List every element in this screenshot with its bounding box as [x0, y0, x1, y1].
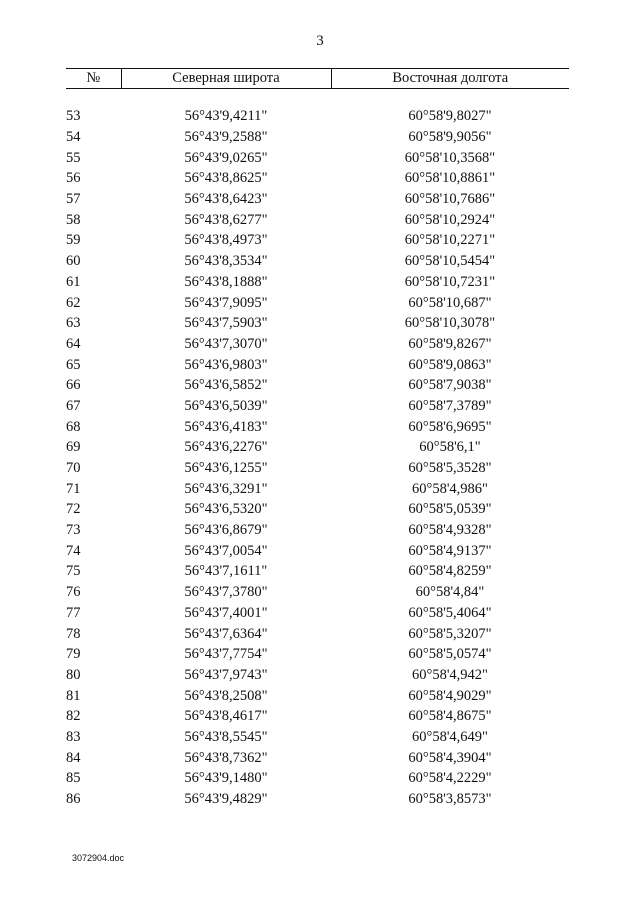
table-row — [66, 230, 569, 251]
point-number: 79 — [66, 646, 81, 663]
point-number: 61 — [66, 273, 81, 290]
point-number: 58 — [66, 211, 81, 228]
latitude-cell: 56°43'7,9743" — [184, 666, 268, 683]
column-header-number: № — [66, 69, 121, 89]
latitude-cell: 56°43'7,1611" — [184, 563, 268, 580]
longitude-cell: 60°58'3,8573" — [408, 791, 492, 808]
point-number: 64 — [66, 335, 81, 352]
latitude-cell: 56°43'8,3534" — [184, 253, 268, 270]
table-row — [66, 396, 569, 417]
latitude-cell: 56°43'8,4617" — [184, 708, 268, 725]
column-header-latitude: Северная широта — [121, 69, 331, 89]
table-row — [66, 272, 569, 293]
longitude-cell: 60°58'9,0863" — [408, 356, 492, 373]
latitude-cell: 56°43'7,5903" — [184, 315, 268, 332]
latitude-cell: 56°43'8,1888" — [184, 273, 268, 290]
table-row — [66, 789, 569, 810]
point-number: 69 — [66, 439, 81, 456]
point-number: 82 — [66, 708, 81, 725]
longitude-cell: 60°58'4,649" — [412, 728, 488, 745]
header-spacer — [66, 89, 569, 107]
table-row — [66, 168, 569, 189]
longitude-cell: 60°58'5,3207" — [408, 625, 492, 642]
point-number: 76 — [66, 584, 81, 601]
point-number: 59 — [66, 232, 81, 249]
table-row — [66, 292, 569, 313]
table-row — [66, 251, 569, 272]
table-row — [66, 458, 569, 479]
longitude-cell: 60°58'10,3078" — [404, 315, 496, 332]
longitude-cell: 60°58'5,4064" — [408, 604, 492, 621]
point-number: 65 — [66, 356, 81, 373]
table-row — [66, 561, 569, 582]
latitude-cell: 56°43'6,8679" — [184, 522, 268, 539]
point-number: 75 — [66, 563, 81, 580]
point-number: 63 — [66, 315, 81, 332]
table-row — [66, 375, 569, 396]
latitude-cell: 56°43'7,3780" — [184, 584, 268, 601]
table-row — [66, 685, 569, 706]
longitude-cell: 60°58'9,8267" — [408, 335, 492, 352]
longitude-cell: 60°58'4,8259" — [408, 563, 492, 580]
table-body — [66, 89, 569, 810]
table-row — [66, 623, 569, 644]
latitude-cell: 56°43'9,2588" — [184, 129, 268, 146]
point-number: 53 — [66, 108, 81, 125]
point-number: 66 — [66, 377, 81, 394]
longitude-cell: 60°58'4,3904" — [408, 749, 492, 766]
table-row — [66, 209, 569, 230]
latitude-cell: 56°43'8,4973" — [184, 232, 268, 249]
point-number: 83 — [66, 728, 81, 745]
point-number: 60 — [66, 253, 81, 270]
table-row — [66, 644, 569, 665]
latitude-cell: 56°43'8,6423" — [184, 191, 268, 208]
longitude-cell: 60°58'10,687" — [408, 294, 492, 311]
longitude-cell: 60°58'5,0539" — [408, 501, 492, 518]
latitude-cell: 56°43'8,8625" — [184, 170, 268, 187]
point-number: 80 — [66, 666, 81, 683]
table-row — [66, 768, 569, 789]
latitude-cell: 56°43'7,0054" — [184, 542, 268, 559]
table-row — [66, 334, 569, 355]
latitude-cell: 56°43'6,5852" — [184, 377, 268, 394]
table-row — [66, 106, 569, 127]
point-number: 55 — [66, 149, 81, 166]
latitude-cell: 56°43'8,2508" — [184, 687, 268, 704]
latitude-cell: 56°43'8,6277" — [184, 211, 268, 228]
longitude-cell: 60°58'4,9029" — [408, 687, 492, 704]
point-number: 57 — [66, 191, 81, 208]
longitude-cell: 60°58'10,2271" — [404, 232, 496, 249]
longitude-cell: 60°58'9,8027" — [408, 108, 492, 125]
longitude-cell: 60°58'10,8861" — [404, 170, 496, 187]
latitude-cell: 56°43'7,6364" — [184, 625, 268, 642]
point-number: 70 — [66, 460, 81, 477]
point-number: 86 — [66, 791, 81, 808]
latitude-cell: 56°43'7,3070" — [184, 335, 268, 352]
point-number: 84 — [66, 749, 81, 766]
longitude-cell: 60°58'10,5454" — [404, 253, 496, 270]
longitude-cell: 60°58'9,9056" — [408, 129, 492, 146]
table-row — [66, 603, 569, 624]
latitude-cell: 56°43'6,4183" — [184, 418, 268, 435]
table-row — [66, 478, 569, 499]
point-number: 71 — [66, 480, 81, 497]
latitude-cell: 56°43'8,5545" — [184, 728, 268, 745]
table-row — [66, 665, 569, 686]
table-row — [66, 127, 569, 148]
point-number: 74 — [66, 542, 81, 559]
longitude-cell: 60°58'10,7686" — [404, 191, 496, 208]
latitude-cell: 56°43'8,7362" — [184, 749, 268, 766]
latitude-cell: 56°43'7,7754" — [184, 646, 268, 663]
latitude-cell: 56°43'6,3291" — [184, 480, 268, 497]
table-row — [66, 354, 569, 375]
longitude-cell: 60°58'5,3528" — [408, 460, 492, 477]
longitude-cell: 60°58'4,942" — [412, 666, 488, 683]
table-row — [66, 437, 569, 458]
latitude-cell: 56°43'9,4211" — [184, 108, 268, 125]
latitude-cell: 56°43'7,9095" — [184, 294, 268, 311]
longitude-cell: 60°58'4,9328" — [408, 522, 492, 539]
longitude-cell: 60°58'10,2924" — [404, 211, 496, 228]
longitude-cell: 60°58'4,84" — [415, 584, 485, 601]
longitude-cell: 60°58'6,1" — [419, 439, 481, 456]
point-number: 54 — [66, 129, 81, 146]
latitude-cell: 56°43'9,1480" — [184, 770, 268, 787]
table-row — [66, 582, 569, 603]
longitude-cell: 60°58'10,7231" — [404, 273, 496, 290]
latitude-cell: 56°43'6,5039" — [184, 397, 268, 414]
longitude-cell: 60°58'4,9137" — [408, 542, 492, 559]
point-number: 85 — [66, 770, 81, 787]
longitude-cell: 60°58'10,3568" — [404, 149, 496, 166]
point-number: 62 — [66, 294, 81, 311]
longitude-cell: 60°58'6,9695" — [408, 418, 492, 435]
longitude-cell: 60°58'7,9038" — [408, 377, 492, 394]
document-filename: 3072904.doc — [72, 853, 125, 863]
latitude-cell: 56°43'7,4001" — [184, 604, 268, 621]
point-number: 72 — [66, 501, 81, 518]
latitude-cell: 56°43'6,9803" — [184, 356, 268, 373]
longitude-cell: 60°58'5,0574" — [408, 646, 492, 663]
latitude-cell: 56°43'9,4829" — [184, 791, 268, 808]
longitude-cell: 60°58'4,986" — [412, 480, 488, 497]
table-header — [66, 69, 569, 89]
point-number: 67 — [66, 397, 81, 414]
longitude-cell: 60°58'7,3789" — [408, 397, 492, 414]
point-number: 56 — [66, 170, 81, 187]
table-row — [66, 706, 569, 727]
longitude-cell: 60°58'4,8675" — [408, 708, 492, 725]
latitude-cell: 56°43'9,0265" — [184, 149, 268, 166]
table-row — [66, 499, 569, 520]
point-number: 68 — [66, 418, 81, 435]
table-row — [66, 189, 569, 210]
latitude-cell: 56°43'6,5320" — [184, 501, 268, 518]
page-number: 3 — [316, 33, 324, 49]
table-row — [66, 747, 569, 768]
table-row — [66, 540, 569, 561]
table-row — [66, 313, 569, 334]
table-row — [66, 147, 569, 168]
table-row — [66, 416, 569, 437]
longitude-cell: 60°58'4,2229" — [408, 770, 492, 787]
coordinates-table — [66, 68, 569, 809]
point-number: 77 — [66, 604, 81, 621]
latitude-cell: 56°43'6,1255" — [184, 460, 268, 477]
table-row — [66, 520, 569, 541]
point-number: 73 — [66, 522, 81, 539]
table-row — [66, 727, 569, 748]
point-number: 81 — [66, 687, 81, 704]
point-number: 78 — [66, 625, 81, 642]
column-header-longitude: Восточная долгота — [331, 69, 569, 89]
latitude-cell: 56°43'6,2276" — [184, 439, 268, 456]
